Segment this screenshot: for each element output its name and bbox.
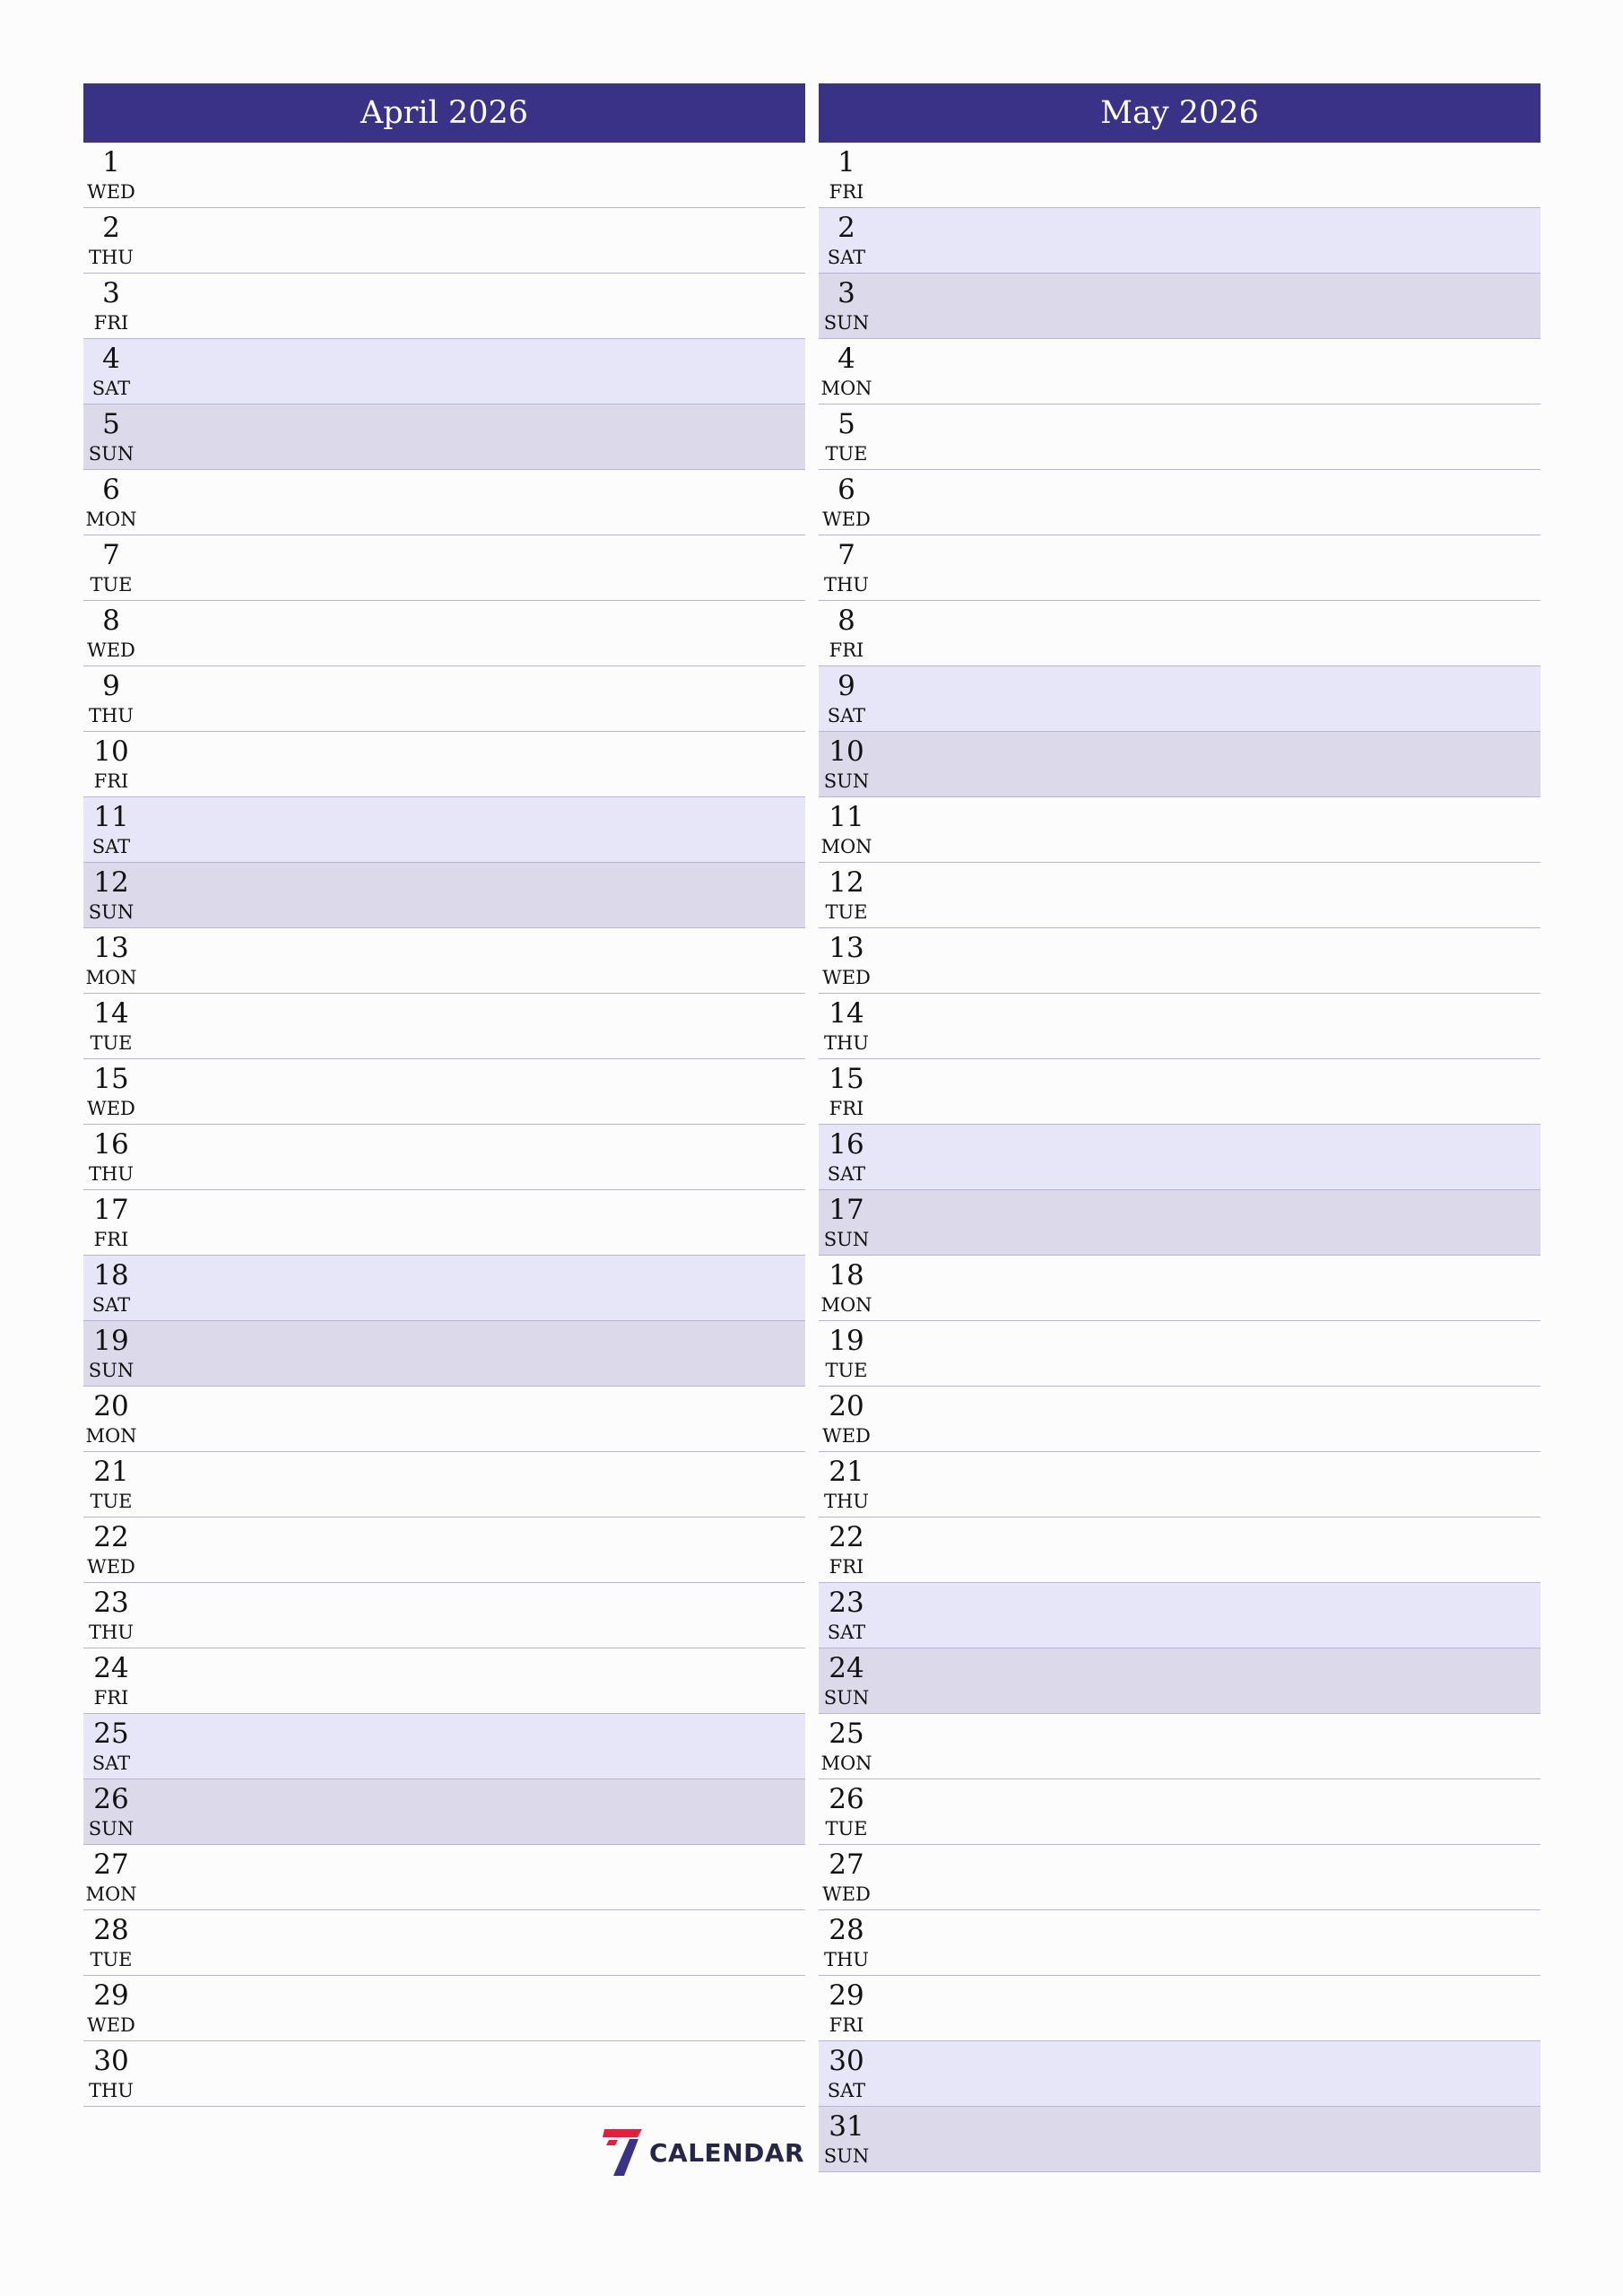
day-row[interactable] [83,1779,805,1845]
day-row[interactable] [819,470,1541,535]
day-name: TUE [825,1360,868,1381]
day-name: WED [87,1556,135,1578]
day-row[interactable] [819,1059,1541,1125]
day-number: 14 [93,997,129,1030]
day-number: 22 [829,1521,864,1553]
day-number: 10 [829,735,864,768]
day-row[interactable] [83,1910,805,1976]
day-name: WED [822,1425,871,1447]
day-number: 17 [93,1194,129,1226]
day-number: 29 [829,1979,864,2012]
day-number: 30 [93,2045,129,2077]
day-number: 26 [93,1783,129,1815]
day-row[interactable] [819,1321,1541,1387]
day-row[interactable] [819,208,1541,274]
day-number: 1 [838,146,855,178]
day-row[interactable] [83,1452,805,1518]
day-row[interactable] [819,1714,1541,1779]
day-row[interactable] [819,1387,1541,1452]
day-number: 17 [829,1194,864,1226]
day-name: THU [88,1163,135,1185]
day-row[interactable] [83,1714,805,1779]
day-number: 25 [93,1718,129,1750]
day-name: TUE [825,443,868,465]
day-number: 2 [838,212,855,244]
day-row[interactable] [819,143,1541,208]
day-row[interactable] [83,1583,805,1648]
day-number: 21 [829,1456,864,1488]
day-row[interactable] [819,274,1541,339]
day-row[interactable] [83,1845,805,1910]
day-number: 12 [829,866,864,899]
day-number: 22 [93,1521,129,1553]
day-name: SAT [827,2080,866,2101]
day-name: WED [822,967,871,988]
day-row[interactable] [819,1452,1541,1518]
month-title: May 2026 [819,83,1541,143]
day-row[interactable] [819,601,1541,666]
day-row[interactable] [83,1976,805,2041]
day-number: 1 [102,146,120,178]
day-number: 24 [829,1652,864,1684]
day-row[interactable] [83,1321,805,1387]
day-number: 6 [838,474,855,506]
day-name: TUE [90,1491,133,1512]
day-name: WED [87,2014,135,2036]
day-number: 18 [93,1259,129,1292]
day-name: SUN [823,2145,870,2167]
day-row[interactable] [83,535,805,601]
day-number: 27 [93,1848,129,1881]
day-number: 18 [829,1259,864,1292]
day-number: 29 [93,1979,129,2012]
day-row[interactable] [819,1845,1541,1910]
day-name: FRI [93,1229,129,1250]
day-name: TUE [90,574,133,596]
seven-logo-icon [603,2127,644,2178]
day-name: SAT [827,1622,866,1643]
day-number: 25 [829,1718,864,1750]
day-name: SAT [91,836,131,857]
day-name: FRI [829,1098,864,1119]
day-row[interactable] [819,1910,1541,1976]
month-april [83,83,805,2107]
day-name: SUN [88,1818,135,1839]
day-row[interactable] [819,732,1541,797]
day-row[interactable] [83,666,805,732]
day-name: THU [88,247,135,268]
day-name: THU [88,2080,135,2101]
day-row[interactable] [819,1190,1541,1256]
logo-text: CALENDAR [649,2138,805,2168]
day-name: WED [87,1098,135,1119]
day-number: 21 [93,1456,129,1488]
day-number: 19 [93,1325,129,1357]
day-number: 26 [829,1783,864,1815]
day-name: MON [820,1752,872,1774]
day-number: 4 [838,343,855,375]
day-number: 15 [93,1063,129,1095]
day-row[interactable] [819,1976,1541,2041]
day-row[interactable] [819,797,1541,863]
day-number: 7 [838,539,855,571]
day-row[interactable] [83,470,805,535]
day-name: FRI [829,639,864,661]
day-name: SAT [827,247,866,268]
day-name: SUN [88,901,135,923]
day-name: FRI [829,1556,864,1578]
day-name: SAT [827,1163,866,1185]
day-number: 9 [102,670,120,702]
day-list [83,143,805,2107]
day-name: MON [820,378,872,399]
day-number: 3 [838,277,855,309]
day-row[interactable] [83,143,805,208]
day-number: 3 [102,277,120,309]
day-name: WED [822,1883,871,1905]
calendar-logo[interactable] [603,2127,805,2178]
day-name: FRI [93,312,129,334]
day-name: SAT [91,1294,131,1316]
day-row[interactable] [819,1518,1541,1583]
day-name: MON [85,967,137,988]
day-name: FRI [829,181,864,203]
day-number: 8 [102,604,120,637]
day-number: 13 [829,932,864,964]
day-number: 23 [829,1587,864,1619]
day-name: TUE [825,1818,868,1839]
day-name: TUE [825,901,868,923]
day-number: 23 [93,1587,129,1619]
day-name: SUN [823,312,870,334]
day-number: 7 [102,539,120,571]
day-row[interactable] [83,994,805,1059]
day-name: MON [85,1425,137,1447]
day-number: 11 [829,801,864,833]
day-number: 30 [829,2045,864,2077]
day-number: 9 [838,670,855,702]
day-name: THU [823,1491,870,1512]
day-name: SAT [91,378,131,399]
day-row[interactable] [83,1387,805,1452]
day-name: SUN [823,770,870,792]
day-row[interactable] [83,1059,805,1125]
day-row[interactable] [819,2041,1541,2107]
day-row[interactable] [83,863,805,928]
day-name: MON [820,1294,872,1316]
day-row[interactable] [819,1648,1541,1714]
day-name: SUN [88,1360,135,1381]
day-number: 6 [102,474,120,506]
day-row[interactable] [819,535,1541,601]
day-number: 15 [829,1063,864,1095]
day-name: MON [820,836,872,857]
day-number: 16 [93,1128,129,1161]
day-row[interactable] [819,2107,1541,2172]
day-name: FRI [829,2014,864,2036]
day-row[interactable] [83,1648,805,1714]
day-number: 19 [829,1325,864,1357]
day-number: 2 [102,212,120,244]
day-name: THU [823,1032,870,1054]
day-name: WED [87,181,135,203]
day-name: TUE [90,1032,133,1054]
day-number: 12 [93,866,129,899]
day-number: 14 [829,997,864,1030]
day-row[interactable] [819,863,1541,928]
day-name: SUN [88,443,135,465]
day-row[interactable] [83,601,805,666]
day-name: SAT [91,1752,131,1774]
month-title: April 2026 [83,83,805,143]
day-number: 11 [93,801,129,833]
day-row[interactable] [83,1190,805,1256]
day-row[interactable] [83,339,805,404]
day-number: 10 [93,735,129,768]
day-name: MON [85,509,137,530]
day-name: THU [823,574,870,596]
day-number: 16 [829,1128,864,1161]
day-name: WED [822,509,871,530]
day-row[interactable] [819,1779,1541,1845]
day-row[interactable] [819,1583,1541,1648]
day-list [819,143,1541,2172]
day-row[interactable] [83,732,805,797]
day-name: TUE [90,1949,133,1970]
day-row[interactable] [819,994,1541,1059]
day-row[interactable] [819,339,1541,404]
day-row[interactable] [83,1518,805,1583]
day-name: SAT [827,705,866,726]
day-number: 28 [829,1914,864,1946]
day-number: 20 [93,1390,129,1422]
day-row[interactable] [83,1256,805,1321]
day-number: 5 [102,408,120,440]
day-row[interactable] [819,404,1541,470]
month-may [819,83,1541,2172]
day-row[interactable] [819,1125,1541,1190]
day-name: THU [823,1949,870,1970]
day-row[interactable] [83,404,805,470]
day-name: SUN [823,1687,870,1709]
day-number: 4 [102,343,120,375]
day-number: 28 [93,1914,129,1946]
day-row[interactable] [83,208,805,274]
day-name: THU [88,1622,135,1643]
day-number: 13 [93,932,129,964]
day-row[interactable] [83,1125,805,1190]
day-row[interactable] [83,928,805,994]
day-name: FRI [93,1687,129,1709]
day-name: SUN [823,1229,870,1250]
day-number: 31 [829,2110,864,2143]
day-row[interactable] [819,666,1541,732]
day-number: 5 [838,408,855,440]
day-number: 27 [829,1848,864,1881]
day-row[interactable] [83,797,805,863]
day-row[interactable] [83,274,805,339]
day-number: 8 [838,604,855,637]
day-number: 20 [829,1390,864,1422]
day-name: MON [85,1883,137,1905]
day-row[interactable] [83,2041,805,2107]
day-row[interactable] [819,1256,1541,1321]
day-row[interactable] [819,928,1541,994]
day-number: 24 [93,1652,129,1684]
day-name: THU [88,705,135,726]
day-name: WED [87,639,135,661]
day-name: FRI [93,770,129,792]
